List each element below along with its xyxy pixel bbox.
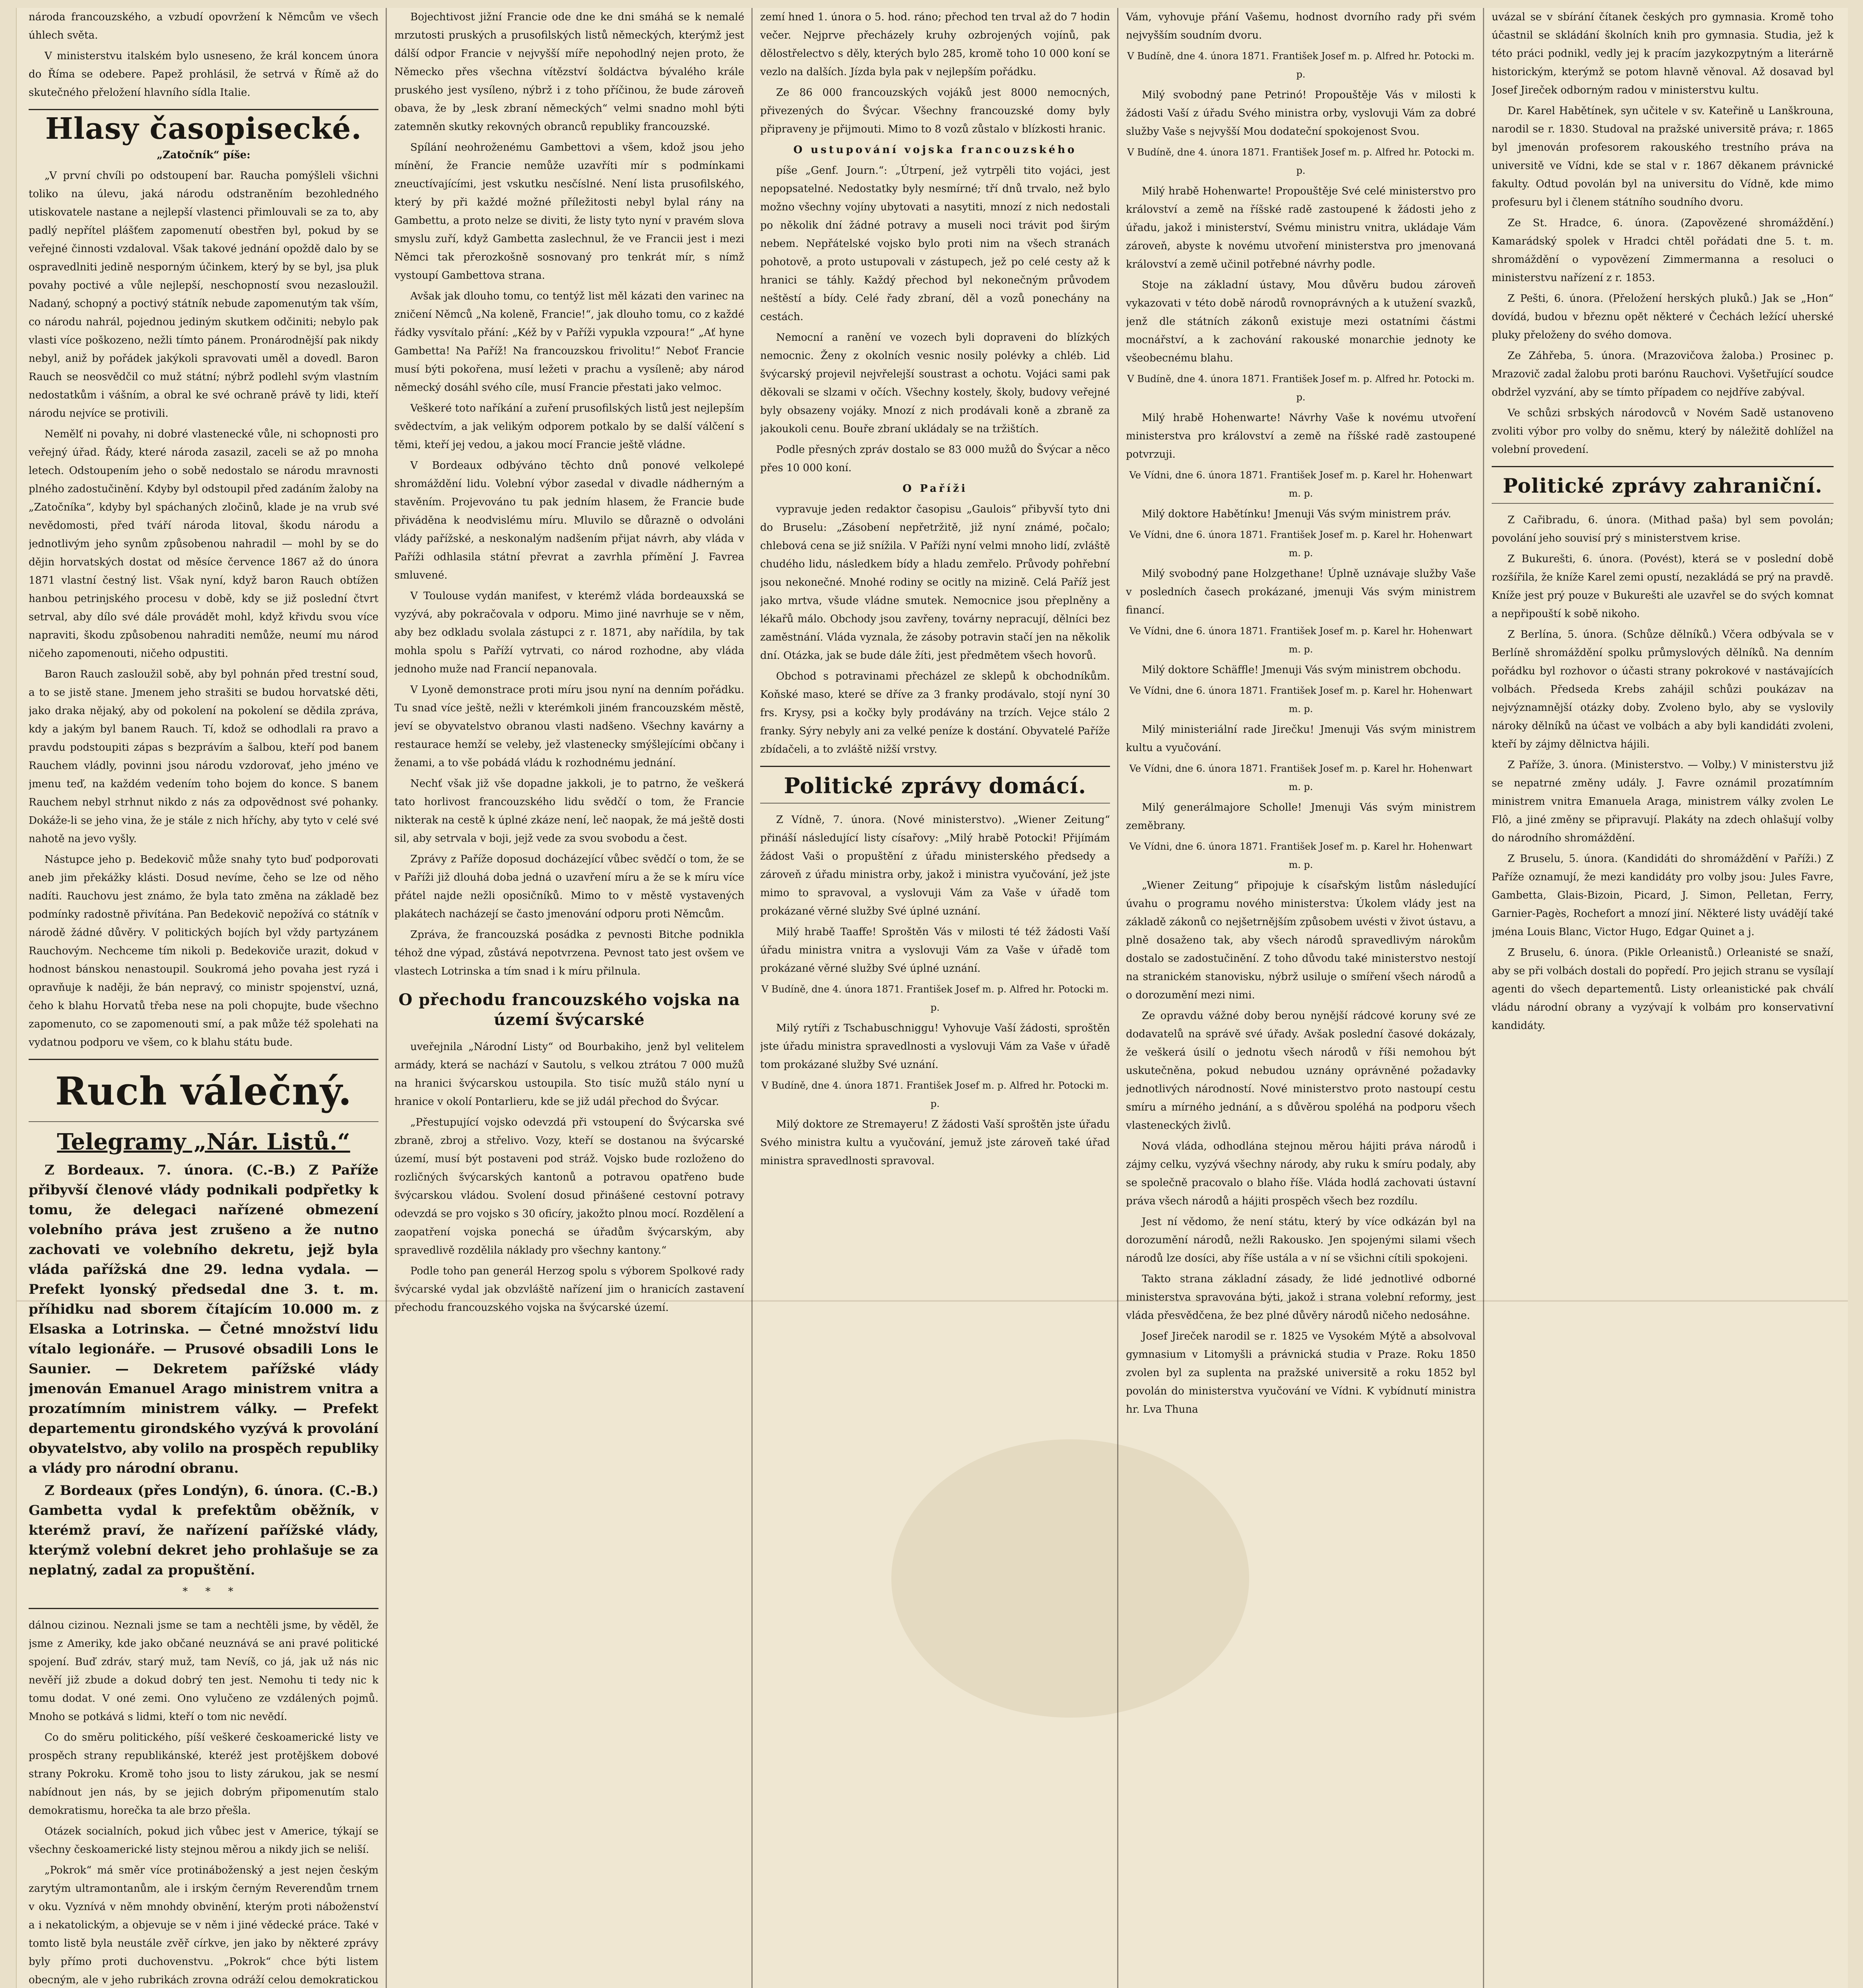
article-text: „Pokrok“ má směr více protináboženský a jest nejen českým zarytým ultramontanům, ale i irským černým Reverendům trnem v oku. Vyznívá v něm mnohdy obvinění, kterým proti náboženství a i nekatolickým, a objevuje se v něm i jiné vědecké práce. Také v tomto listě byla neustále zvěř církve, jen jako by některé zprávy byly přímo proti duchovenstvu. „Pokrok“ chce býti listem obecným, ale v jeho rubrikách zrovna odráží celou demokratickou	[29, 1864, 378, 1986]
article-text: Avšak jak dlouho tomu, co tentýž list měl kázati den varinec na zničení Němců „Na koleně, Francie!“, jak dlouho tomu, co z každé řádky vysvítalo přání: „Kéž by v Paříži vypukla vzpoura!“ „Ať hyne Gambetta! Na Paříž! Na francouzskou frivolitu!“ Neboť Francie musí býti pokořena, musí ležeti v prachu a vysíleně; aby národ německý dosáhl svého cíle, musí Francie přestati jako velmoc.	[394, 290, 744, 394]
section-heading-ruch-valecny: Ruch válečný.	[55, 1069, 352, 1114]
article-text: V ministerstvu italském bylo usneseno, že král koncem února do Říma se odebere. Papež prohlásil, že setrvá v Římě až do skutečného přeložení hlavního sídla Italie.	[29, 50, 378, 99]
section-heading-hlasy: Hlasy časopisecké.	[45, 112, 362, 146]
section-heading-zahranicni: Politické zprávy zahraniční.	[1502, 474, 1823, 497]
article-text: Milý doktore Habětínku! Jmenuji Vás svým ministrem práv.	[1142, 508, 1452, 520]
article-text: Z Vídně, 7. února. (Nové ministerstvo). „Wiener Zeitung“ přináší následující listy císařovy: „Milý hrabě Potocki! Přijímám žádost Vaši o propuštění z úřadu ministerského předsedy a zároveň z úřadu ministra orby, jakož i ministra vyučování, jež jste mimo to spravoval, a vyslovuji Vám za Vaše v úřadě tom prokázané věrné služby Své úplné uznání.	[760, 814, 1110, 917]
article-text: Zpráva, že francouzská posádka z pevnosti Bitche podnikla téhož dne výpad, zůstává nepotvrzena. Pevnost tato jest ovšem ve vlastech Lotrinska a tím snad i k míru přilnula.	[394, 929, 744, 977]
article-text: V Bordeaux odbýváno těchto dnů ponové velkolepé shromáždění lidu. Volební výbor zasedal v divadle nádherným a stavěním. Projevováno tu pak jedním hlasem, že Francie bude přiváděna k neodvislému míru. Mluvilo se důrazně o odvoláni vlády pařížské, a neskonalým nadšením přijat návrh, aby vláda v Paříži odhlasila státní převrat a zavrhla přímění J. Favrea smluvené.	[394, 460, 744, 581]
article-text: Zprávy z Paříže doposud docházející vůbec svědčí o tom, že se v Paříži již dlouhá doba jedná o uzavření míru a že se k míru více přátel najde nežli oposičníků. Mimo to v městě vystavených plakátech nacházejí se často jmenování odporu proti Němcům.	[394, 853, 744, 920]
divider	[29, 109, 378, 110]
article-text: Podle přesných zpráv dostalo se 83 000 mužů do Švýcar a něco přes 10 000 koní.	[760, 444, 1110, 474]
article-text: Milý svobodný pane Holzgethane! Úplně uznávaje služby Vaše v posledních časech prokázané, jmenuji Vás svým ministrem financí.	[1126, 568, 1476, 616]
article-text: Jest ní vědomo, že není státu, který by více odkázán byl na dorozumění národů, nežli Rakousko. Jen spojenými silami všech národů lze dosíci, aby říše ustála a v ní se všichni cítili spokojeni.	[1126, 1216, 1476, 1264]
divider	[29, 1608, 378, 1609]
article-text: dálnou cizinou. Neznali jsme se tam a nechtěli jsme, by věděl, že jsme z Ameriky, kde jako občané neuznává se ani pravé politické spojení. Buď zdráv, starý muž, tam Nevíš, co já, jak už nás nic nevěří již zbude a dokud dobrý ten jest. Nemohu ti tedy nic k tomu dodat. V oné zemi. Ono vylučeno ze vzdálených pojmů. Mnoho se potkává s lidmi, kteří o tom nic nevědí.	[29, 1619, 378, 1723]
divider	[1492, 503, 1834, 504]
article-text: Josef Jireček narodil se r. 1825 ve Vysokém Mýtě a absolvoval gymnasium v Litomyšli a právnická studia v Praze. Roku 1850 zvolen byl za suplenta na pražské universitě a roku 1852 byl povolán do ministerstva vyučování ve Vídni. K vybídnutí ministra hr. Lva Thuna	[1126, 1330, 1476, 1415]
divider	[760, 766, 1110, 767]
column-rule	[751, 8, 753, 1988]
signature: Ve Vídni, dne 6. února 1871. František Josef m. p. Karel hr. Hohenwart m. p.	[1129, 470, 1473, 499]
signature: V Budíně, dne 4. února 1871. František Josef m. p. Alfred hr. Potocki m. p.	[761, 984, 1109, 1013]
article-text: Z Bruselu, 5. února. (Kandidáti do shromáždění v Paříži.) Z Paříže oznamují, že mezi kandidáty pro volby jsou: Jules Favre, Gambetta, Glais-Bizoin, Picard, J. Simon, Pelletan, Ferry, Garnier-Pagès, Rochefort a mnozí jiní. Některé listy uvádějí také jména Louis Blanc, Victor Hugo, Edgar Quinet a j.	[1492, 853, 1834, 938]
telegram-text: Z Bordeaux (přes Londýn), 6. února. (C.-B.) Gambetta vydal k prefektům oběžník, v kterémž praví, že nařízení pařížské vlády, kterýmž volební dekret jeho prohlašuje se za neplatný, zadal za propuštění.	[29, 1483, 378, 1578]
signature: Ve Vídni, dne 6. února 1871. František Josef m. p. Karel hr. Hohenwart m. p.	[1129, 625, 1473, 655]
article-text: Ze St. Hradce, 6. února. (Zapovězené shromáždění.) Kamarádský spolek v Hradci chtěl pořádati dne 5. t. m. shromáždění o vypovězení Zimmermanna a resoluci o ministerstvu nařízení z r. 1853.	[1492, 217, 1834, 284]
signature: V Budíně, dne 4. února 1871. František Josef m. p. Alfred hr. Potocki m. p.	[761, 1080, 1109, 1109]
divider	[29, 1059, 378, 1060]
article-text: Stoje na základní ústavy, Mou důvěru budou zároveň vykazovati v této době národů rovnoprávných a k utužení svazků, jenž dle státních zákonů existuje mezi ostatními částmi mocnářství, a k zachování rakouské monarchie jednoty ke všeobecnému blahu.	[1126, 279, 1476, 364]
column-3	[760, 8, 1110, 1988]
newspaper-page	[16, 8, 1848, 1988]
article-text: Nemocní a ranění ve vozech byli dopraveni do blízkých nemocnic. Ženy z okolních vesnic nosily polévky a chléb. Lid švýcarský projevil nejvřelejší soustrast a ochotu. Vojáci sami pak děkovali se slzami v očích. Všechny kostely, školy, budovy veřejné byly obsazeny vojáky. Mnozí z nich prodávali koně a zbraně za jakoukoli cenu. Bouře zbraní ukládaly se na tržištích.	[760, 332, 1110, 435]
signature: Ve Vídni, dne 6. února 1871. František Josef m. p. Karel hr. Hohenwart m. p.	[1129, 529, 1473, 559]
article-text: Nástupce jeho p. Bedekovič může snahy tyto buď podporovati aneb jim překážky klásti. Dosud nevíme, čeho se lze od něho nadíti. Rauchovu jest známo, že byla tato změna na základě bez podmínky radostně přivítána. Pan Bedekovič nepožívá co státník v národě žádné důvěry. V politických bojích byl vždy partyzánem Rauchovým. Nechceme tím nikoli p. Bedekoviče urazit, dokud v hodnost bánskou nenastoupil. Soukromá jeho povaha jest ryzá i opravňuje k naději, že bán nepravý, co ministr spojenství, uzná, čeho k blahu Horvatů třeba nese na poli chopujte, bude všechno zapomenuto, co se zapomenouti smí, a pak může též spolehati na vydatnou podporu ve všem, co k blahu státu bude.	[29, 854, 378, 1048]
article-text: Ze opravdu vážné doby berou nynější rádcové koruny své ze dodavatelů na správě své úřady. Avšak poslední časové dokázaly, že veškerá úsilí o jednotu všech národů v říši nemohou být uskutečněna, pokud nebudou uznány oprávněné požadavky jednotlivých národností. Nové ministerstvo proto nastoupí cestu smíru a mírného jednání, a s důvěrou spoléhá na podporu všech vlasteneckých živlů.	[1126, 1010, 1476, 1132]
article-text: Z Pešti, 6. února. (Přeložení herských pluků.) Jak se „Hon“ dovídá, budou v březnu opět některé v Čechách ležící uherské pluky přeloženy do svého domova.	[1492, 293, 1834, 341]
column-rule	[1483, 8, 1484, 1988]
article-text: Veškeré toto naříkání a zuření prusofilských listů jest nejlepším svědectvím, a jak velikým odporem potkalo by se další válčení s těmi, kteří jej vedou, a jakou mocí Francie ještě vládne.	[394, 402, 744, 451]
signature: V Budíně, dne 4. února 1871. František Josef m. p. Alfred hr. Potocki m. p.	[1127, 373, 1475, 403]
article-text: Bojechtivost jižní Francie ode dne ke dni smáhá se k nemalé mrzutosti pruských a prusofilských listů německých, kterýmž jest dálší odpor Francie v nejvyšší míře nepohodlný nejen proto, že Německo přes všechna vítězství šoldáctva bývalého krále pruského jest vysíleno, nýbrž i z toho příčinou, že bude zároveň obava, že by „lesk zbraní německých“ velmi snadno mohl býti zatemněn skutky rekovných obranců republiky francouzské.	[394, 11, 744, 133]
article-text: Z Berlína, 5. února. (Schůze dělníků.) Včera odbývala se v Berlíně shromáždění spolku průmyslových dělníků. Na denním pořádku byl rozhovor o účasti strany pokrokové v nastávajících volbách. Předseda Krebs zahájil schůzi poukázav na nejvýznamnější otázky doby. Zvoleno bylo, aby se vyslovily nároky dělníků na účast ve volbách a aby byli kandidáti zvoleni, kteří by zájmy dělnictva hájili.	[1492, 629, 1834, 750]
article-text: Spílání neohroženému Gambettovi a všem, kdož jsou jeho mínění, že Francie nemůže uzavříti mír s podmínkami zneuctívajícími, jest vskutku nesčíslné. Není lista prusofilského, který by při každé možné příležitosti nebyl bylal rány na Gambettu, a proto nelze se diviti, že listy tyto nyní v pravém slova smyslu zuří, když Gambetta zaslechnul, že ve Francii jest i mezi Němci tak přerozkošně sosnovaný pro tenkrát mír, s nímž vystoupí Gambettova strana.	[394, 142, 744, 282]
article-text: píše „Genf. Journ.“: „Útrpení, jež vytrpěli tito vojáci, jest nepopsatelné. Nedostatky byly nesmírné; tří dnů trvalo, než bylo možno všechny vojíny ubytovati a nasytiti, mnozí z nich nedostali po několik dní žádné potravy a museli noci trávit pod širým nebem. Nepřátelské vojsko bylo proti nim na všech stranách pohotově, a proto ustupovali v zástupech, jež po celé cesty až k hranici se táhly. Každý přechod byl nekonečným průvodem neštěstí a bídy. Celé řady zbraní, děl a vozů ponechány na cestách.	[760, 165, 1110, 323]
article-text: Takto strana základní zásady, že lidé jednotlivé odborné ministerstva spravována býti, jakož i strana volební reformy, jest vláda přesvědčena, že bez plné důvěry národů ničeho nedosáhne.	[1126, 1273, 1476, 1322]
subheading: „Zatočník“ píše:	[157, 149, 250, 161]
column-4	[1126, 8, 1476, 1988]
article-text: Milý doktore Schäffle! Jmenuji Vás svým ministrem obchodu.	[1142, 664, 1461, 676]
divider	[1492, 466, 1834, 467]
article-text: Dr. Karel Habětínek, syn učitele v sv. Kateřině u Lanškrouna, narodil se r. 1830. Studoval na pražské universitě práva; r. 1865 byl jmenován profesorem rakouského trestního práva na universitě ve Vídni, kde se stal v r. 1867 děkanem právnické fakulty. Odtud povolán byl na universitu do Vídně, kde mimo profesuru byl i členem státního soudního dvoru.	[1492, 105, 1834, 208]
signature: Ve Vídni, dne 6. února 1871. František Josef m. p. Karel hr. Hohenwart m. p.	[1129, 685, 1473, 714]
column-2	[394, 8, 744, 1988]
column-rule	[386, 8, 387, 1988]
article-text: Z Bukurešti, 6. února. (Povést), která se v poslední době rozšířila, že kníže Karel zemi opustí, nezakládá se prý na pravdě. Kníže jest prý pouze v Bukurešti ale uzavřel se do svých komnat a nepřipouští k sobě nikoho.	[1492, 553, 1834, 620]
signature: Ve Vídni, dne 6. února 1871. František Josef m. p. Karel hr. Hohenwart m. p.	[1129, 763, 1473, 792]
article-text: zemí hned 1. února o 5. hod. ráno; přechod ten trval až do 7 hodin večer. Nejprve přecházely kruhy ozbrojených vojínů, pak dělostřelectvo s děly, kterých bylo 285, kromě toho 10 000 koní se vezlo na dalších. Jízda byla pak v nejlepším pořádku.	[760, 11, 1110, 78]
article-text: V Lyoně demonstrace proti míru jsou nyní na denním pořádku. Tu snad více ještě, nežli v kterémkoli jiném francouzském městě, jeví se obyvatelstvo obranou vlasti nadšeno. Všechny kavárny a restaurace hemží se veleby, jež vlastenecky smýšlejícími občany i ženami, a to vše pobádá vládu k rozhodnému jednání.	[394, 684, 744, 769]
article-text: Obchod s potravinami přecházel ze sklepů k obchodníkům. Koňské maso, které se dříve za 3 franky prodávalo, stojí nyní 30 frs. Krysy, psi a kočky byly prodávány na trzích. Vejce stálo 2 franky. Sýry nebyly ani za velké peníze k dostání. Obyvatelé Paříže zbídačeli, a to zvláště nižší vrstvy.	[760, 670, 1110, 755]
article-text: Z Paříže, 3. února. (Ministerstvo. — Volby.) V ministerstvu již se nepatrné změny udály. J. Favre oznámil prozatímním ministrem vnitra Emanuela Araga, ministrem války zvolen Le Flô, a jiné změny se připravují. Plakáty na zdech ohlašují volby do národního shromáždění.	[1492, 759, 1834, 844]
section-heading-domaci: Politické zprávy domácí.	[784, 773, 1087, 798]
divider	[760, 803, 1110, 804]
article-text: Ve schůzi srbských národovců v Novém Sadě ustanoveno zvoliti výbor pro volby do sněmu, který by náležitě dohlížel na volební provedení.	[1492, 407, 1834, 456]
article-text: Nová vláda, odhodlána stejnou měrou hájiti práva národů i zájmy celku, vyzývá všechny národy, aby ruku k smíru podaly, aby se společně pracovalo o blaho říše. Vláda hodlá zachovati ústavní práva všech národů a hájiti prospěch všech bez rozdílu.	[1126, 1140, 1476, 1207]
article-text: Podle toho pan generál Herzog spolu s výborem Spolkové rady švýcarské vydal jak obzvláště nařízení jim o hranicích zastavení přechodu francouzského vojska na švýcarské území.	[394, 1265, 744, 1314]
article-text: národa francouzského, a vzbudí opovržení k Němcům ve všech úhlech světa.	[29, 11, 378, 41]
article-text: „V první chvíli po odstoupení bar. Raucha pomýšleli všichni toliko na úlevu, jaká národu odstraněním bezohledného utiskovatele nastane a nejlepší vlastenci přimlouvali se za to, aby padlý nepřítel plášťem zapomenutí obestřen byl, pokud by se veřejné činnosti vzdaloval. Však takové jednání opoždě dalo by se ospravedlniti jedině nesporným účinkem, který by se byl, jsa pluk povahy poctivé a vůle nejlepší, neschopností svou nezasloužil. Nadaný, schopný a poctivý státník nebude zapomenutým tak vším, co národu nahrál, pojednou jediným skutkem odčiniti; nebylo pak vlasti více poškozeno, nežli tímto pánem. Pronárodnější pak nikdy nebyl, aniž by pořádek jakýkoli spravovati uměl a dovedl. Baron Rauch se neosvědčil co muž státní; nýbrž podlehl svým vlastním nedostatkům i vášním, a obral ke své ochraně právě ty lidi, kteří národu nejvíce se protivili.	[29, 170, 378, 419]
article-text: Baron Rauch zasloužil sobě, aby byl pohnán před trestní soud, a to se jistě stane. Jmenem jeho strašiti se budou horvatské děti, jako draka nějaký, aby od pokolení na pokolení se dědila zpráva, kdy a jakým byl banem Rauch. Tí, kdož se odhodlali ra pravo a pravdu podstoupiti zápas s bezprávím a šalbou, kteří pod banem Rauchem vládly, povinni jsou národu vzdorovať, jeho jméno ve jmenu teď, na každém vedením toho bojem do konce. S banem Rauchem nebyl strhnut nikdo z nás za odpovědnost své pohanky. Dokáže-li se jeho vina, že je stále z nich hříchy, aby tyto v celé své nahotě na jevo vyšly.	[29, 668, 378, 845]
article-text: Otázek socialních, pokud jich vůbec jest v Americe, týkají se všechny českoamerické listy stejnou měrou a nikdy jich se neliší.	[29, 1825, 378, 1856]
article-text: „Přestupující vojsko odevzdá při vstoupení do Švýcarska své zbraně, zbroj a střelivo. Vozy, kteří se dostanou na švýcarské území, musí být postaveni pod stráž. Vojsko bude rozloženo do rozličných švýcarských kantonů a potravou opatřeno bude švýcarskou vládou. Svolení dosud přinášené cestovní potravy odevzdá se pro vojsko s 30 oficíry, jakožto plnou mocí. Rozdělení a zaopatření vojska ponechá se úřadům švýcarským, aby spravedlivě rozdělila náklady pro všechny kantony.“	[394, 1116, 744, 1256]
column-5	[1492, 8, 1834, 1988]
article-text: uveřejnila „Národní Listy“ od Bourbakiho, jenž byl velitelem armády, která se nachází v Sautolu, s velkou ztrátou 7 000 mužů na hranici švýcarskou ustoupila. Sto tisíc mužů stálo nyní u hranice v okolí Pontarlieru, kde se již udál přechod do Švýcar.	[394, 1041, 744, 1108]
article-text: uvázal se v sbírání čítanek českých pro gymnasia. Kromě toho účastnil se skládání školních knih pro gymnasia. Studia, jež k této práci podnikl, vedly jej k pracím jazykozpytným a literárně historickým, kterýmž se potom hlavně věnoval. Až dosavad byl Josef Jireček odborným radou v ministerstvu kultu.	[1492, 11, 1834, 96]
telegram-heading: Telegramy „Nár. Listů.“	[57, 1129, 350, 1155]
article-text: Milý hrabě Taaffe! Sproštěn Vás v milosti té též žádosti Vaší úřadu ministra vnitra a vyslovuji Vám za Vaše v úřadě tom prokázané věrné služby Své úplné uznání.	[760, 926, 1110, 975]
subheading-ustupovani: O ustupování vojska francouzského	[793, 144, 1077, 156]
article-text: Milý generálmajore Scholle! Jmenuji Vás svým ministrem zeměbrany.	[1126, 802, 1476, 832]
divider	[29, 1121, 378, 1122]
article-text: Nechť však již vše dopadne jakkoli, je to patrno, že veškerá tato horlivost francouzského lidu svědčí o tom, že Francie nikterak na cestě k úplné zkáze není, leč naopak, že má ještě dosti sil, aby setrvala v boji, jejž vede za svou svobodu a čest.	[394, 778, 744, 845]
subheading-prechod: O přechodu francouzského vojska na území švýcarské	[398, 990, 740, 1029]
subheading-pariz: O Paříži	[902, 483, 968, 495]
separator-dots: * * *	[182, 1586, 241, 1598]
article-text: Milý hrabě Hohenwarte! Návrhy Vaše k novému utvoření ministerstva pro království a země na říšské radě zastoupené potvrzuji.	[1126, 412, 1476, 460]
column-rule	[1117, 8, 1118, 1988]
article-text: Ze Záhřeba, 5. února. (Mrazovičova žaloba.) Prosinec p. Mrazovič zadal žalobu proti barónu Rauchovi. Vyšetřující soudce obdržel vyzvání, aby se tímto případem co nejdříve zabýval.	[1492, 350, 1834, 398]
article-text: Milý hrabě Hohenwarte! Propouštěje Své celé ministerstvo pro království a země na říšské radě zastoupené k žádosti jeho z úřadu, jakož i ministerství, Svému ministru vnitra, ukládaje Vám zároveň, abyste k novému utvoření ministerstva pro jmenovaná království a země učinil potřebné návrhy podle.	[1126, 185, 1476, 270]
article-text: Z Bruselu, 6. února. (Pikle Orleanistů.) Orleanisté se snaží, aby se při volbách dostali do popředí. Pro jejich stranu se vysílají agenti do všech departementů. Listy orleanistické pak chválí vládu národní obrany a vyzývají k volbám pro konservativní kandidáty.	[1492, 947, 1834, 1032]
article-text: Z Cařibradu, 6. února. (Mithad paša) byl sem povolán; povolání jeho souvisí prý s ministerstvem krise.	[1492, 514, 1834, 544]
telegram-text: Z Bordeaux. 7. února. (C.-B.) Z Paříže přibyvší členové vlády podnikali podpřetky k tomu, že delegaci nařízené obmezení volebního práva jest zrušeno a že nutno zachovati ve volebního dekretu, jejž byla vláda pařížská dne 29. ledna vydala. — Prefekt lyonský předsedal dne 3. t. m. příhidku nad sborem čítajícím 10.000 m. z Elsaska a Lotrinska. — Četné množství lidu vítalo legionáře. — Prusové obsadili Lons le Saunier. — Dekretem pařížské vlády jmenován Emanuel Arago ministrem vnitra a prozatímním ministrem války. — Prefekt departementu girondského vyzývá k provolání obyvatelstvo, aby volilo na prospěch republiky a vlády pro národní obranu.	[29, 1162, 378, 1476]
signature: Ve Vídni, dne 6. února 1871. František Josef m. p. Karel hr. Hohenwart m. p.	[1129, 841, 1473, 870]
article-text: Nemělť ni povahy, ni dobré vlastenecké vůle, ni schopnosti pro veřejný úřad. Řády, které národa zasazil, zaceli se až po mnoha letech. Odstoupením jeho o sobě nedostalo se národu mravnosti plného zadostučinění. Kdyby byl odstoupil před zadáním žaloby na „Zatočníka“, kdyby byl spáchaných zločinů, klade je na vrub své nevědomosti, před tváří národa litoval, škodu národu a jednotlivým jeho synům způsobenou nahradil — mohl by se do dějin horvatských dostat od měsíce července 1867 až do února 1871 vlastní čestný list. Však nyní, když baron Rauch obtížen hanbou petrinjského procesu v době, kdy se již poslední čtvrt setrval, aby dílo své dále provádět mohl, když křivdu svou více napraviti, škodu způsobenou nahraditi nemůže, neumí mu národ ničeho zapomenouti, ničeho odpustiti.	[29, 428, 378, 660]
article-text: Milý rytíři z Tschabuschniggu! Vyhovuje Vaší žádosti, sproštěn jste úřadu ministra spravedlnosti a vyslovuji Vám za Vaše v úřadě tom prokázané služby Své uznání.	[760, 1022, 1110, 1071]
article-text: Milý ministeriální rade Jirečku! Jmenuji Vás svým ministrem kultu a vyučování.	[1126, 724, 1476, 754]
article-text: Ze 86 000 francouzských vojáků jest 8000 nemocných, přivezených do Švýcar. Všechny francouzské domy byly připraveny je přijmouti. Mimo to 8 vozů zůstalo v blízkosti hranic.	[760, 87, 1110, 135]
signature: V Budíně, dne 4. února 1871. František Josef m. p. Alfred hr. Potocki m. p.	[1127, 147, 1475, 176]
article-text: V Toulouse vydán manifest, v kterémž vláda bordeauxská se vyzývá, aby pokračovala v odporu. Mimo jiné navrhuje se v něm, aby bez odkladu svolala zástupci z r. 1871, aby nařídila, by tak mohla spolu s Paříží vytrvati, co národ rozhodne, aby vláda jednoho muže nad Francií nepanovala.	[394, 590, 744, 675]
article-text: Milý doktore ze Stremayeru! Z žádosti Vaší sproštěn jste úřadu Svého ministra kultu a vyučování, jemuž jste zároveň také úřad ministra spravedlnosti spravoval.	[760, 1118, 1110, 1167]
article-text: Milý svobodný pane Petrinó! Propouštěje Vás v milosti k žádosti Vaší z úřadu Svého ministra orby, vyslovuji Vám za dobré služby Vaše s nejvyšší Mou dodateční spokojenost Svou.	[1126, 89, 1476, 138]
article-text: Vám, vyhovuje přání Vašemu, hodnost dvorního rady při svém nejvyšším soudním dvoru.	[1126, 11, 1476, 41]
article-text: Co do směru politického, píší veškeré českoamerické listy ve prospěch strany republikánské, kteréž jest protějškem dobové strany Pokroku. Kromě toho jsou to listy zárukou, jak se nesmí nabídnout jen nás, by se jejich dobrým připomenutím stalo demokratismu, horečka ta ale brzo přešla.	[29, 1732, 378, 1817]
article-text: „Wiener Zeitung“ připojuje k císařským listům následující úvahu o programu nového ministerstva: Úkolem vlády jest na základě zákonů co nejšetrnějším způsobem uvésti v život ústavu, a plně dosaženo tak, aby všech národů spravedlivým nárokům dostalo se zadostučinění. Z toho důvodu také ministerstvo nestojí na stranickém stanovisku, nýbrž usiluje o smíření všech národů a o dorozumění mezi nimi.	[1126, 879, 1476, 1001]
column-1	[29, 8, 378, 1988]
article-text: vypravuje jeden redaktor časopisu „Gaulois“ přibyvší tyto dni do Bruselu: „Zásobení nepřetržitě, již nyní známé, počalo; chlebová cena se již snížila. V Paříži nyní velmi mnoho lidí, zvláště chudého lidu, následkem bídy a hladu zemřelo. Průvody pohřební jsou nekonečné. Mnohé rodiny se ocitly na mizině. Celá Paříž jest jako mrtva, všude vládne smutek. Nemocnice jsou přeplněny a lékařů málo. Obchody jsou zavřeny, továrny nepracují, dělníci bez zaměstnání. Vláda vyznala, že zásoby potravin stačí jen na několik dní. Otázka, jak se bude dále žíti, jest předmětem všech hovorů.	[760, 503, 1110, 662]
signature: V Budíně, dne 4. února 1871. František Josef m. p. Alfred hr. Potocki m. p.	[1127, 50, 1475, 80]
